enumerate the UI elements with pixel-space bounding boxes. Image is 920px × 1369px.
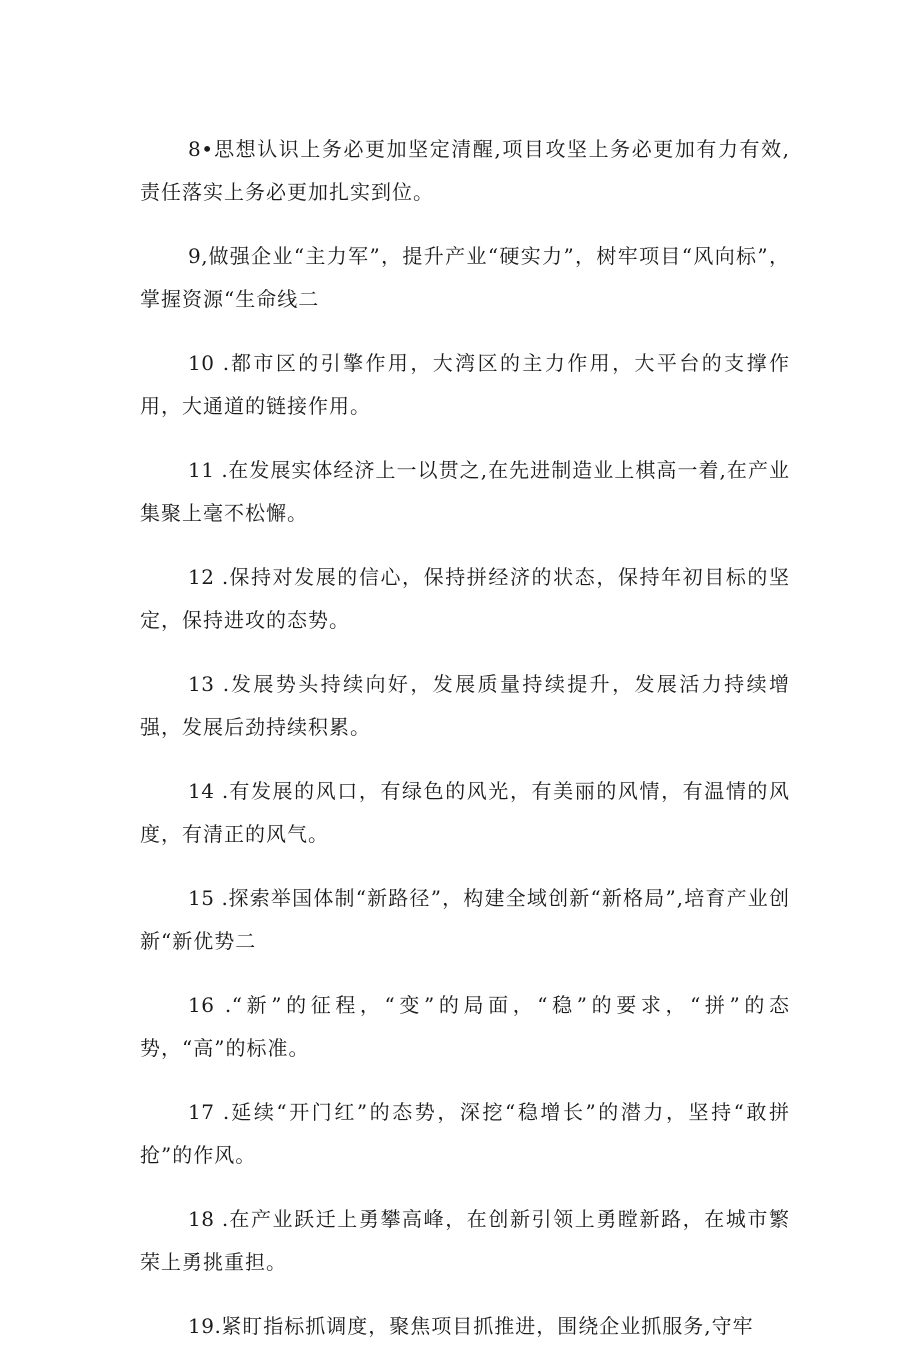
document-body xyxy=(140,128,790,1369)
paragraph-15 xyxy=(140,877,790,963)
paragraph-number: 15 . xyxy=(188,886,229,910)
paragraph-text: 都市区的引擎作用，大湾区的主力作用，大平台的支撑作用，大通道的链接作用。 xyxy=(140,351,791,418)
paragraph-number: 19. xyxy=(188,1314,222,1338)
paragraph-number: 16 . xyxy=(188,993,232,1017)
paragraph-number: 17 . xyxy=(188,1100,230,1124)
paragraph-11 xyxy=(140,449,790,535)
paragraph-text: 延续“开门红”的态势，深挖“稳增长”的潜力，坚持“敢拼抢”的作风。 xyxy=(140,1100,790,1167)
paragraph-text: 保持对发展的信心，保持拼经济的状态，保持年初目标的坚定，保持进攻的态势。 xyxy=(140,565,791,632)
paragraph-text: 做强企业“主力军”，提升产业“硬实力”，树牢项目“风向标”，掌握资源“生命线二 xyxy=(140,244,790,311)
paragraph-text: “新”的征程，“变”的局面，“稳”的要求，“拼”的态势，“高”的标准。 xyxy=(140,993,790,1060)
paragraph-text: 探索举国体制“新路径”，构建全域创新“新格局”,培育产业创新“新优势二 xyxy=(140,886,790,953)
paragraph-number: 10 . xyxy=(188,351,230,375)
paragraph-13 xyxy=(140,663,790,749)
paragraph-10 xyxy=(140,342,790,428)
paragraph-number: 14 . xyxy=(188,779,229,803)
paragraph-8 xyxy=(140,128,790,214)
paragraph-text: 紧盯指标抓调度，聚焦项目抓推进，围绕企业抓服务,守牢 xyxy=(221,1314,754,1338)
paragraph-number: 18 . xyxy=(188,1207,229,1231)
paragraph-12 xyxy=(140,556,790,642)
paragraph-14 xyxy=(140,770,790,856)
paragraph-number: 9, xyxy=(188,244,209,268)
paragraph-number: 8• xyxy=(188,137,214,161)
paragraph-17 xyxy=(140,1091,790,1177)
paragraph-text: 思想认识上务必更加坚定清醒,项目攻坚上务必更加有力有效,责任落实上务必更加扎实到位。 xyxy=(140,137,790,204)
paragraph-number: 13 . xyxy=(188,672,230,696)
paragraph-number: 12 . xyxy=(188,565,229,589)
paragraph-18 xyxy=(140,1198,790,1284)
paragraph-number: 11 . xyxy=(188,458,229,482)
paragraph-19 xyxy=(140,1305,790,1348)
paragraph-16 xyxy=(140,984,790,1070)
paragraph-text: 在发展实体经济上一以贯之,在先进制造业上棋高一着,在产业集聚上毫不松懈。 xyxy=(140,458,790,525)
paragraph-text: 发展势头持续向好，发展质量持续提升，发展活力持续增强，发展后劲持续积累。 xyxy=(140,672,791,739)
paragraph-text: 有发展的风口，有绿色的风光，有美丽的风情，有温情的风度，有清正的风气。 xyxy=(140,779,791,846)
paragraph-9 xyxy=(140,235,790,321)
paragraph-text: 在产业跃迁上勇攀高峰，在创新引领上勇瞠新路，在城市繁荣上勇挑重担。 xyxy=(140,1207,791,1274)
